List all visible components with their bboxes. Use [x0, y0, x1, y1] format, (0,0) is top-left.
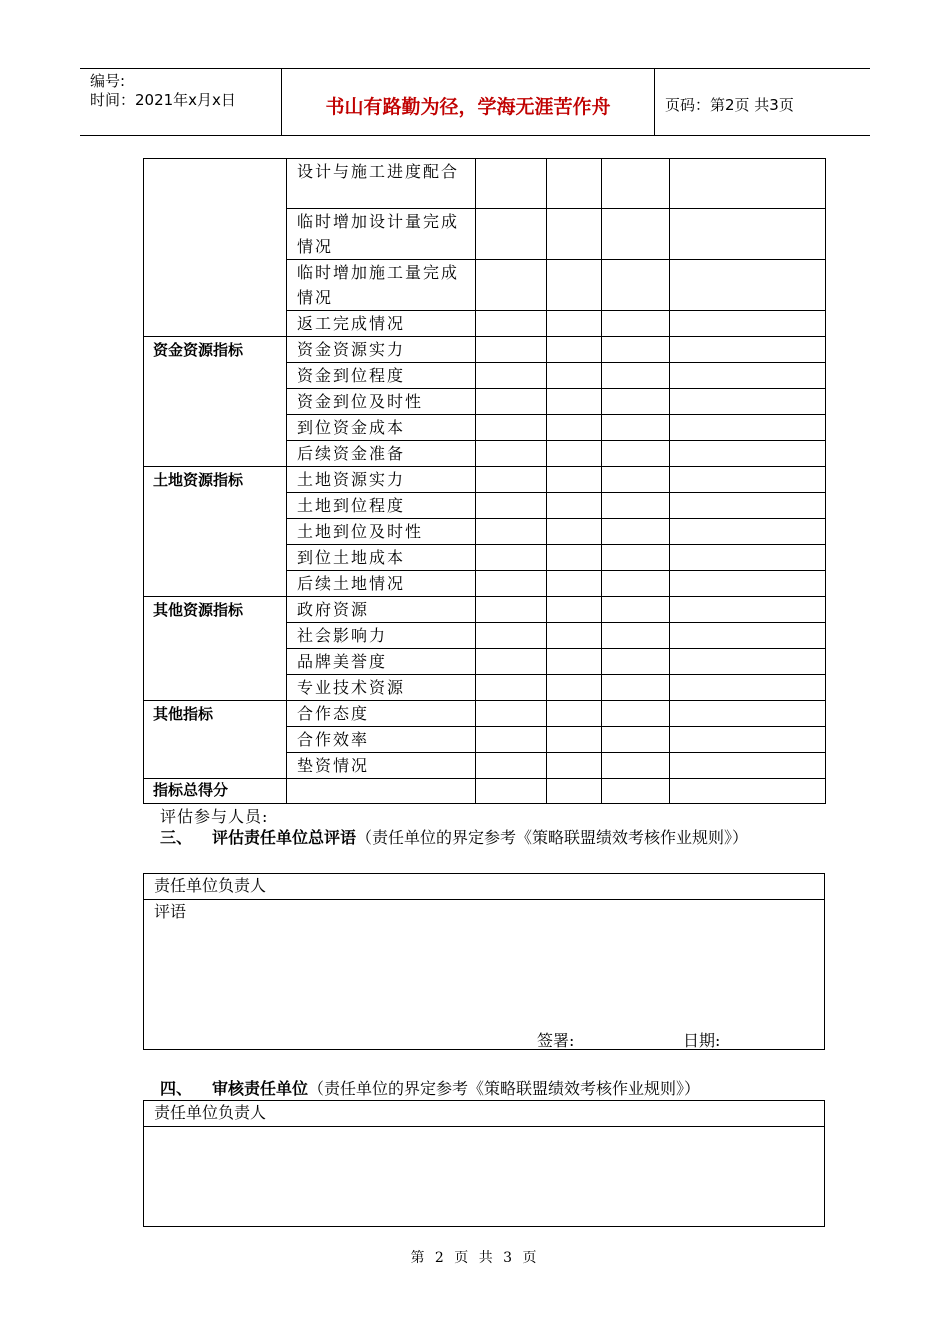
score-cell[interactable] — [670, 467, 826, 493]
score-cell[interactable] — [602, 675, 670, 701]
score-cell[interactable] — [670, 779, 826, 804]
indicator-cell: 临时增加设计量完成情况 — [287, 209, 476, 260]
score-cell[interactable] — [602, 779, 670, 804]
document-number: 编号: — [90, 72, 126, 90]
indicator-cell: 合作效率 — [287, 727, 476, 753]
score-cell[interactable] — [547, 337, 602, 363]
score-cell[interactable] — [476, 753, 547, 779]
score-cell[interactable] — [670, 623, 826, 649]
section-number: 三、 — [160, 828, 193, 847]
score-cell[interactable] — [476, 467, 547, 493]
score-cell[interactable] — [602, 159, 670, 209]
category-cell: 土地资源指标 — [144, 467, 287, 597]
indicator-cell: 到位资金成本 — [287, 415, 476, 441]
score-cell[interactable] — [476, 363, 547, 389]
score-cell[interactable] — [670, 701, 826, 727]
score-cell[interactable] — [602, 337, 670, 363]
document-time: 时间：2021年x月x日 — [90, 91, 236, 109]
score-cell[interactable] — [670, 649, 826, 675]
score-cell[interactable] — [547, 260, 602, 311]
indicator-cell: 品牌美誉度 — [287, 649, 476, 675]
score-cell[interactable] — [670, 493, 826, 519]
score-cell[interactable] — [602, 623, 670, 649]
section-4-head: 责任单位负责人 — [144, 1101, 825, 1127]
comment-area[interactable] — [144, 900, 825, 1050]
score-cell[interactable] — [476, 389, 547, 415]
score-cell[interactable] — [670, 753, 826, 779]
score-cell[interactable] — [602, 571, 670, 597]
score-cell[interactable] — [547, 311, 602, 337]
page-footer: 第 2 页 共 3 页 — [410, 1250, 540, 1266]
indicator-cell: 资金资源实力 — [287, 337, 476, 363]
header-page-info: 页码：第2页 共3页 — [665, 96, 794, 114]
review-area[interactable] — [144, 1127, 825, 1227]
score-cell[interactable] — [602, 727, 670, 753]
score-cell[interactable] — [547, 675, 602, 701]
indicator-cell: 专业技术资源 — [287, 675, 476, 701]
score-cell[interactable] — [602, 493, 670, 519]
section-4-heading — [160, 1077, 825, 1101]
score-cell[interactable] — [547, 779, 602, 804]
score-cell[interactable] — [602, 260, 670, 311]
table-row — [144, 597, 826, 623]
indicator-cell: 到位土地成本 — [287, 545, 476, 571]
score-cell[interactable] — [476, 337, 547, 363]
table-row — [144, 159, 826, 209]
table-row — [144, 337, 826, 363]
score-cell[interactable] — [547, 363, 602, 389]
score-cell[interactable] — [287, 779, 476, 804]
score-cell[interactable] — [670, 441, 826, 467]
score-cell[interactable] — [476, 311, 547, 337]
header-divider — [654, 68, 655, 135]
score-cell[interactable] — [547, 389, 602, 415]
score-cell[interactable] — [670, 545, 826, 571]
score-cell[interactable] — [476, 209, 547, 260]
indicator-cell: 后续土地情况 — [287, 571, 476, 597]
section-title: 评估责任单位总评语 — [212, 828, 357, 847]
date-label: 日期: — [683, 1031, 721, 1050]
score-cell[interactable] — [476, 623, 547, 649]
score-cell[interactable] — [476, 701, 547, 727]
indicator-table — [143, 158, 826, 804]
table-row — [144, 701, 826, 727]
score-cell[interactable] — [547, 519, 602, 545]
score-cell[interactable] — [602, 467, 670, 493]
indicator-cell: 资金到位及时性 — [287, 389, 476, 415]
score-cell[interactable] — [547, 467, 602, 493]
score-cell[interactable] — [602, 649, 670, 675]
score-cell[interactable] — [547, 493, 602, 519]
category-cell: 资金资源指标 — [144, 337, 287, 467]
section-note: （责任单位的界定参考《策略联盟绩效考核作业规则》） — [308, 1079, 701, 1098]
score-cell[interactable] — [670, 415, 826, 441]
score-cell[interactable] — [602, 363, 670, 389]
score-cell[interactable] — [602, 597, 670, 623]
score-cell[interactable] — [670, 675, 826, 701]
score-cell[interactable] — [547, 209, 602, 260]
indicator-cell: 设计与施工进度配合 — [287, 159, 476, 209]
category-cell: 其他资源指标 — [144, 597, 287, 701]
score-cell[interactable] — [476, 441, 547, 467]
score-cell[interactable] — [547, 159, 602, 209]
section-4-box — [143, 1100, 825, 1227]
score-cell[interactable] — [670, 389, 826, 415]
score-cell[interactable] — [602, 753, 670, 779]
section-3-box — [143, 873, 825, 1050]
score-cell[interactable] — [670, 159, 826, 209]
score-cell[interactable] — [547, 649, 602, 675]
score-cell[interactable] — [602, 441, 670, 467]
score-cell[interactable] — [670, 209, 826, 260]
score-cell[interactable] — [670, 260, 826, 311]
indicator-cell: 垫资情况 — [287, 753, 476, 779]
score-cell[interactable] — [476, 493, 547, 519]
score-cell[interactable] — [547, 701, 602, 727]
header-rule-top — [80, 68, 870, 69]
category-cell — [144, 159, 287, 337]
score-cell[interactable] — [602, 389, 670, 415]
indicator-cell: 后续资金准备 — [287, 441, 476, 467]
participants-label: 评估参与人员: — [160, 807, 269, 826]
score-cell[interactable] — [602, 545, 670, 571]
score-cell[interactable] — [476, 159, 547, 209]
indicator-cell: 合作态度 — [287, 701, 476, 727]
score-cell[interactable] — [670, 571, 826, 597]
score-cell[interactable] — [476, 571, 547, 597]
indicator-cell: 土地资源实力 — [287, 467, 476, 493]
score-cell[interactable] — [476, 649, 547, 675]
score-cell[interactable] — [602, 415, 670, 441]
section-3-head: 责任单位负责人 — [144, 874, 825, 900]
score-cell[interactable] — [476, 597, 547, 623]
score-cell[interactable] — [547, 753, 602, 779]
total-label: 指标总得分 — [144, 779, 287, 804]
score-cell[interactable] — [476, 727, 547, 753]
section-note: （责任单位的界定参考《策略联盟绩效考核作业规则》） — [356, 828, 749, 847]
category-cell: 其他指标 — [144, 701, 287, 779]
total-row — [144, 779, 826, 804]
indicator-cell: 政府资源 — [287, 597, 476, 623]
score-cell[interactable] — [476, 260, 547, 311]
score-cell[interactable] — [602, 701, 670, 727]
score-cell[interactable] — [670, 519, 826, 545]
indicator-cell: 临时增加施工量完成情况 — [287, 260, 476, 311]
score-cell[interactable] — [670, 597, 826, 623]
score-cell[interactable] — [476, 779, 547, 804]
score-cell[interactable] — [547, 597, 602, 623]
header-motto: 书山有路勤为径，学海无涯苦作舟 — [325, 96, 611, 118]
sign-label: 签署: — [537, 1031, 575, 1050]
section-number: 四、 — [160, 1079, 193, 1098]
table-row — [144, 467, 826, 493]
score-cell[interactable] — [670, 337, 826, 363]
indicator-cell: 社会影响力 — [287, 623, 476, 649]
score-cell[interactable] — [476, 415, 547, 441]
indicator-cell: 土地到位程度 — [287, 493, 476, 519]
header-rule-bottom — [80, 135, 870, 136]
header-meta — [90, 72, 236, 110]
score-cell[interactable] — [547, 441, 602, 467]
section-3-heading — [160, 826, 820, 850]
indicator-cell: 返工完成情况 — [287, 311, 476, 337]
score-cell[interactable] — [476, 545, 547, 571]
indicator-cell: 资金到位程度 — [287, 363, 476, 389]
score-cell[interactable] — [670, 363, 826, 389]
score-cell[interactable] — [670, 311, 826, 337]
score-cell[interactable] — [602, 311, 670, 337]
score-cell[interactable] — [476, 519, 547, 545]
score-cell[interactable] — [547, 545, 602, 571]
score-cell[interactable] — [602, 209, 670, 260]
score-cell[interactable] — [547, 571, 602, 597]
score-cell[interactable] — [547, 415, 602, 441]
score-cell[interactable] — [476, 675, 547, 701]
section-title: 审核责任单位 — [212, 1079, 309, 1098]
indicator-cell: 土地到位及时性 — [287, 519, 476, 545]
score-cell[interactable] — [547, 727, 602, 753]
comment-label: 评语 — [154, 902, 187, 921]
score-cell[interactable] — [602, 519, 670, 545]
score-cell[interactable] — [670, 727, 826, 753]
score-cell[interactable] — [547, 623, 602, 649]
